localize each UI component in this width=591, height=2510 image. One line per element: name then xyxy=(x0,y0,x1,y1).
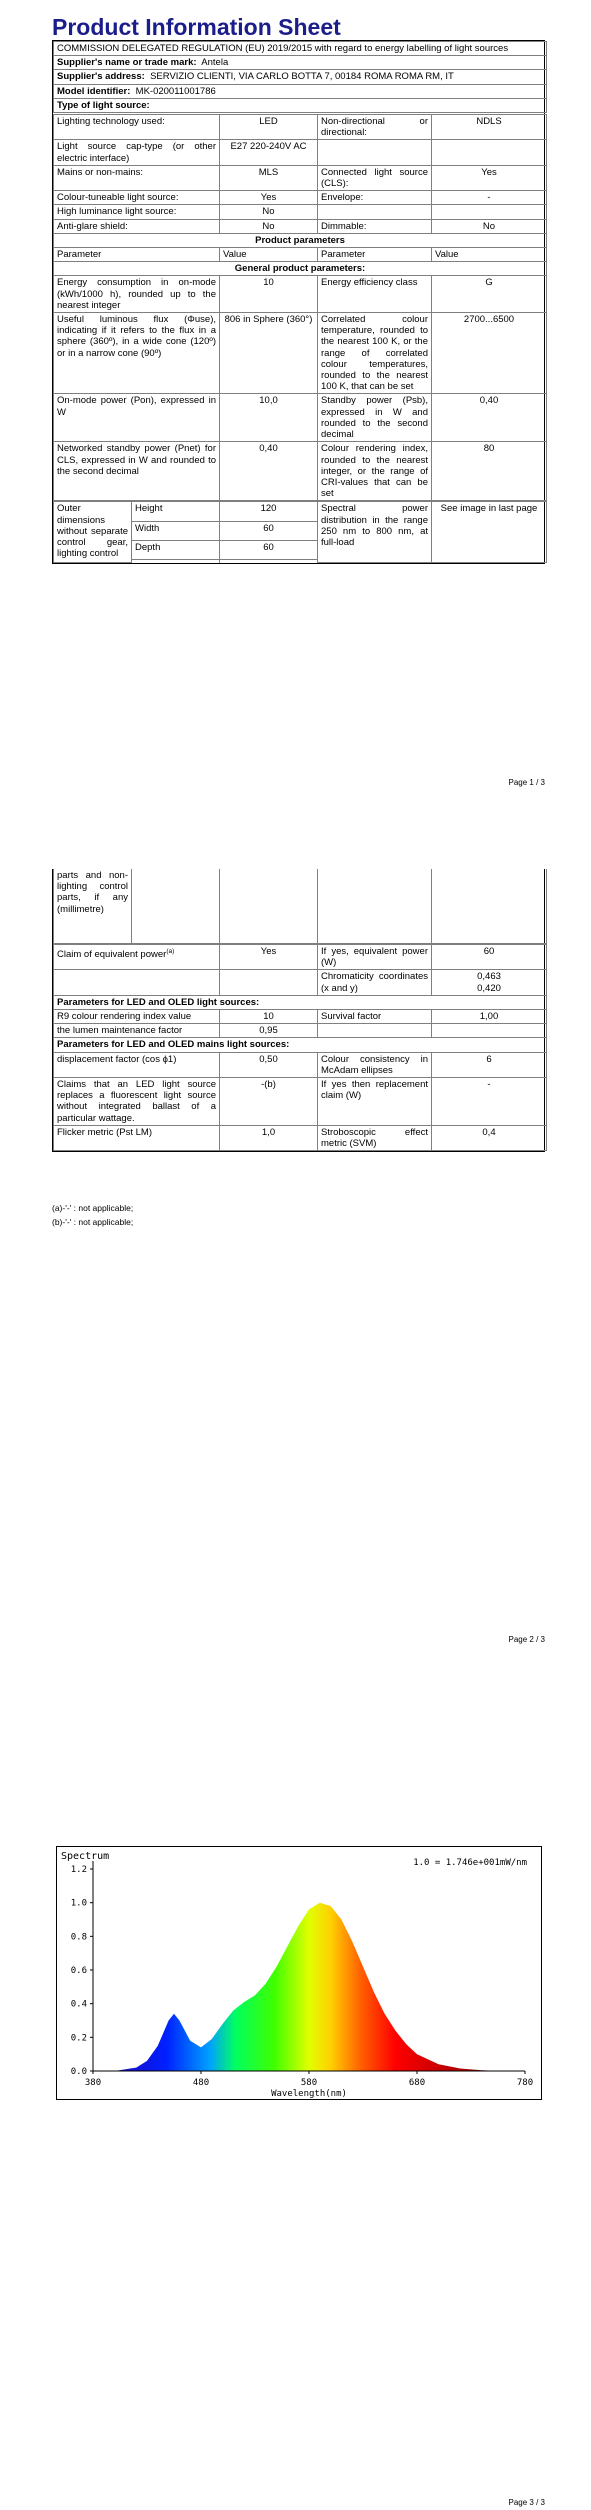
page-footer: Page 2 / 3 xyxy=(508,1635,545,1644)
col-header-param: Parameter xyxy=(54,248,220,262)
param-value: 60 xyxy=(432,945,547,970)
dim-name: Depth xyxy=(132,540,220,559)
table-row xyxy=(54,1024,547,1038)
param-label: Connected light source (CLS): xyxy=(318,165,432,190)
param-value: 10,0 xyxy=(220,394,318,442)
param-value xyxy=(432,205,547,219)
param-label: Useful luminous flux (Φuse), indicating if it refers to the flux in a sphere (360º), in a wide cone (120º) or in a narrow cone (90º) xyxy=(54,313,220,394)
param-value: -(b) xyxy=(220,1078,318,1126)
param-label: Networked standby power (Pnet) for CLS, expressed in W and rounded to the second decimal xyxy=(54,442,220,501)
param-value: 806 in Sphere (360°) xyxy=(220,313,318,394)
table-row xyxy=(54,1052,547,1077)
y-tick-label: 0.2 xyxy=(70,2033,87,2044)
param-label: Envelope: xyxy=(318,191,432,205)
table-row xyxy=(54,165,547,190)
param-value: G xyxy=(432,276,547,313)
dim-value: 60 xyxy=(220,521,318,540)
page-footer: Page 3 / 3 xyxy=(508,2498,545,2507)
param-value: No xyxy=(220,205,318,219)
table-row xyxy=(54,1125,547,1150)
page-footer: Page 1 / 3 xyxy=(508,778,545,787)
table-row xyxy=(54,442,547,501)
param-label: Survival factor xyxy=(318,1010,432,1024)
param-label: Colour consistency in McAdam ellipses xyxy=(318,1052,432,1077)
footnote-b: (b)-'-' : not applicable; xyxy=(52,1217,134,1227)
param-label: R9 colour rendering index value xyxy=(54,1010,220,1024)
param-value: NDLS xyxy=(432,115,547,140)
param-value: Yes xyxy=(220,945,318,970)
dimensions-label: Outer dimensions without separate control gear, lighting control xyxy=(54,502,132,563)
param-value: Yes xyxy=(220,191,318,205)
param-label: Colour-tuneable light source: xyxy=(54,191,220,205)
dim-value: 60 xyxy=(220,540,318,559)
param-value: 0,40 xyxy=(432,394,547,442)
dim-value: 120 xyxy=(220,502,318,521)
param-value: No xyxy=(220,219,318,233)
param-value: 0,40 xyxy=(220,442,318,501)
footnote-a: (a)-'-' : not applicable; xyxy=(52,1203,134,1213)
param-value: 0,95 xyxy=(220,1024,318,1038)
param-value xyxy=(432,1024,547,1038)
model-row: Model identifier: MK-020011001786 xyxy=(54,84,547,98)
param-label: On-mode power (Pon), expressed in W xyxy=(54,394,220,442)
table-row xyxy=(54,394,547,442)
param-label: Energy efficiency class xyxy=(318,276,432,313)
table-row xyxy=(54,1078,547,1126)
param-value: 10 xyxy=(220,276,318,313)
address-row: Supplier's address: SERVIZIO CLIENTI, VIA CARLO BOTTA 7, 00184 ROMA ROMA RM, IT xyxy=(54,70,547,84)
chart-title: Spectrum xyxy=(61,1851,110,1862)
y-tick-label: 0.6 xyxy=(70,1966,87,1976)
param-value: Yes xyxy=(432,165,547,190)
table-row xyxy=(54,191,547,205)
table-row xyxy=(54,140,547,165)
x-tick-label: 480 xyxy=(192,2078,210,2088)
table-row xyxy=(54,313,547,394)
param-value: 2700...6500 xyxy=(432,313,547,394)
param-value: No xyxy=(432,219,547,233)
param-label: Correlated colour temperature, rounded to the nearest 100 K, or the range of correlated colour temperatures, rounded to the nearest 100 K, that can be set xyxy=(318,313,432,394)
param-value: 1,00 xyxy=(432,1010,547,1024)
mains-header: Parameters for LED and OLED mains light sources: xyxy=(54,1038,547,1052)
param-label: If yes then replacement claim (W) xyxy=(318,1078,432,1126)
col-header-param: Parameter xyxy=(318,248,432,262)
col-header-value: Value xyxy=(220,248,318,262)
param-label: Lighting technology used: xyxy=(54,115,220,140)
x-tick-label: 380 xyxy=(84,2078,102,2088)
x-tick-label: 780 xyxy=(516,2078,534,2088)
table-row xyxy=(54,205,547,219)
param-label: Anti-glare shield: xyxy=(54,219,220,233)
param-label: High luminance light source: xyxy=(54,205,220,219)
param-label: Flicker metric (Pst LM) xyxy=(54,1125,220,1150)
page-1 xyxy=(0,0,591,790)
supplier-row: Supplier's name or trade mark: Antela xyxy=(54,56,547,70)
x-axis-label: Wavelength(nm) xyxy=(271,2089,347,2099)
param-label: Energy consumption in on-mode (kWh/1000 h), rounded up to the nearest integer xyxy=(54,276,220,313)
info-table-page1 xyxy=(52,40,545,564)
y-tick-label: 0.0 xyxy=(70,2067,87,2077)
param-label: Colour rendering index, rounded to the nearest integer, or the range of CRI-values that can be set xyxy=(318,442,432,501)
param-label: Non-directional or directional: xyxy=(318,115,432,140)
param-label: If yes, equivalent power (W) xyxy=(318,945,432,970)
regulation-text: COMMISSION DELEGATED REGULATION (EU) 2019/2015 with regard to energy labelling of light sources xyxy=(54,42,547,56)
table-row xyxy=(54,276,547,313)
param-label xyxy=(318,205,432,219)
table-row xyxy=(54,945,547,970)
param-value: - xyxy=(432,191,547,205)
param-value: 6 xyxy=(432,1052,547,1077)
y-tick-label: 1.2 xyxy=(70,1865,87,1875)
param-value: 0,463 0,420 xyxy=(432,970,547,995)
type-header: Type of light source: xyxy=(54,98,547,112)
page-3 xyxy=(0,1830,591,2510)
param-label: Chromaticity coordinates (x and y) xyxy=(318,970,432,995)
param-label: Stroboscopic effect metric (SVM) xyxy=(318,1125,432,1150)
param-label xyxy=(318,1024,432,1038)
param-label: Mains or non-mains: xyxy=(54,165,220,190)
param-label: displacement factor (cos ϕ1) xyxy=(54,1052,220,1077)
table-row xyxy=(54,970,547,995)
dim-name: Width xyxy=(132,521,220,540)
param-value: E27 220-240V AC xyxy=(220,140,318,165)
chart-annotation: 1.0 = 1.746e+001mW/nm xyxy=(413,1858,527,1868)
param-label: Claims that an LED light source replaces a fluorescent light source without integrated ballast of a particular wattage. xyxy=(54,1078,220,1126)
param-value: LED xyxy=(220,115,318,140)
y-tick-label: 1.0 xyxy=(70,1898,87,1909)
x-tick-label: 580 xyxy=(300,2078,318,2088)
y-tick-label: 0.8 xyxy=(70,1932,87,1943)
table-row xyxy=(54,219,547,233)
spd-label: Spectral power distribution in the range 250 nm to 800 nm, at full-load xyxy=(318,502,432,563)
param-label xyxy=(54,970,220,995)
dimensions-table xyxy=(53,501,547,563)
led-header: Parameters for LED and OLED light sources: xyxy=(54,995,547,1009)
param-value xyxy=(220,970,318,995)
dimensions-label-cont: parts and non-lighting control parts, if any (millimetre) xyxy=(54,869,132,944)
param-value: 1,0 xyxy=(220,1125,318,1150)
page-2 xyxy=(0,855,591,1665)
param-value: 0,50 xyxy=(220,1052,318,1077)
param-label: Dimmable: xyxy=(318,219,432,233)
param-label: Claim of equivalent power$^{(a)}$ xyxy=(54,945,220,970)
x-tick-label: 680 xyxy=(408,2078,426,2088)
col-header-value: Value xyxy=(432,248,547,262)
y-tick-label: 0.4 xyxy=(70,1999,87,2010)
table-row xyxy=(54,115,547,140)
general-header: General product parameters: xyxy=(54,262,547,276)
param-value: - xyxy=(432,1078,547,1126)
param-value: 80 xyxy=(432,442,547,501)
product-parameters-header: Product parameters xyxy=(54,233,547,247)
param-label: the lumen maintenance factor xyxy=(54,1024,220,1038)
param-value: 10 xyxy=(220,1010,318,1024)
param-value xyxy=(432,140,547,165)
table-row xyxy=(54,1010,547,1024)
param-label: Standby power (Psb), expressed in W and rounded to the second decimal xyxy=(318,394,432,442)
spd-value: See image in last page xyxy=(432,502,547,563)
param-label xyxy=(318,140,432,165)
param-value: 0,4 xyxy=(432,1125,547,1150)
param-value: MLS xyxy=(220,165,318,190)
info-table-page2 xyxy=(52,869,545,1152)
param-label: Light source cap-type (or other electric interface) xyxy=(54,140,220,165)
dim-name: Height xyxy=(132,502,220,521)
page-title: Product Information Sheet xyxy=(52,14,341,40)
